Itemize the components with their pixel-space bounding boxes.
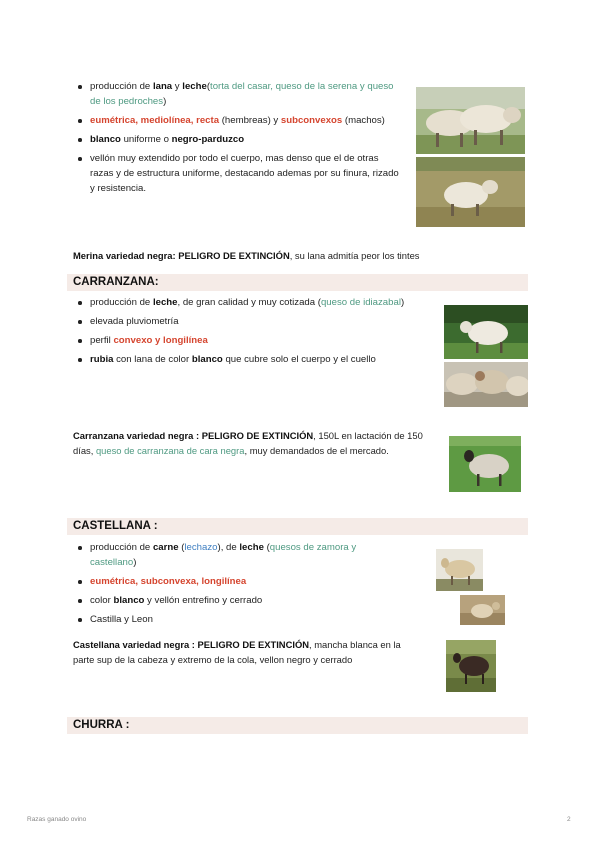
castellana-bullets (73, 540, 393, 631)
castellana-bullet-profile: eumétrica, subconvexa, longilínea (73, 574, 393, 589)
castellana-lechazo-link[interactable]: lechazo (184, 542, 218, 553)
carranzana-black-cheese-link[interactable]: queso de carranzana de cara negra (95, 445, 245, 456)
merina-bullet-color: blanco uniforme o negro-parduzco (73, 132, 403, 147)
merina-sheep-photo-2 (416, 157, 525, 227)
merina-black-variety: Merina variedad negra: PELIGRO DE EXTINCIÓN, su lana admitía peor los tintes (73, 250, 420, 261)
merina-cheese-link[interactable]: torta del casar, queso de la serena y queso de los pedroches (90, 81, 394, 107)
castellana-sheep-photo-1 (436, 549, 483, 591)
merina-bullets (73, 79, 403, 200)
carranzana-cheese-link[interactable]: queso de idiazabal (320, 297, 401, 308)
castellana-black-variety: Castellana variedad negra : PELIGRO DE EXTINCIÓN, mancha blanca en la parte sup de la cabeza y extremo de la cola, vellon negro y cerrado (73, 639, 401, 665)
carranzana-black-variety: Carranzana variedad negra : PELIGRO DE EXTINCIÓN, 150L en lactación de 150 días, queso de carranzana de cara negra, muy demandados de el mercado. (73, 430, 423, 456)
section-header-churra: CHURRA : (67, 717, 528, 734)
footer-document-title: Razas ganado ovino (27, 816, 87, 823)
carranzana-bullet-production: producción de leche, de gran calidad y muy cotizada (queso de idiazabal) (73, 295, 443, 310)
castellana-bullet-region: Castilla y Leon (73, 612, 393, 627)
castellana-cheese-link[interactable]: quesos de zamora y castellano (90, 542, 357, 568)
carranzana-bullet-color: rubia con lana de color blanco que cubre solo el cuerpo y el cuello (73, 352, 443, 367)
merina-bullet-fleece: vellón muy extendido por todo el cuerpo, mas denso que el de otras razas y de estructura uniforme, destacando ademas por su finura, rizado y resistencia. (73, 151, 403, 196)
castellana-bullet-production: producción de carne (lechazo), de leche (quesos de zamora y castellano) (73, 540, 393, 570)
carranzana-sheep-photo-2 (444, 362, 528, 407)
castellana-black-sheep-photo (446, 640, 496, 692)
carranzana-bullet-profile: perfil convexo y longilínea (73, 333, 443, 348)
castellana-bullet-color: color blanco y vellón entrefino y cerrado (73, 593, 393, 608)
merina-sheep-photo-1 (416, 87, 525, 154)
footer-page-number: 2 (567, 816, 571, 823)
carranzana-bullet-climate: elevada pluviometría (73, 314, 443, 329)
carranzana-bullets (73, 295, 443, 371)
section-header-castellana: CASTELLANA : (67, 518, 528, 535)
carranzana-sheep-photo-1 (444, 305, 528, 359)
section-header-carranzana: CARRANZANA: (67, 274, 528, 291)
merina-bullet-profile: eumétrica, mediolínea, recta (hembreas) y subconvexos (machos) (73, 113, 403, 128)
carranzana-black-sheep-photo (449, 436, 521, 492)
merina-bullet-production: producción de lana y leche(torta del casar, queso de la serena y queso de los pedroches) (73, 79, 403, 109)
castellana-sheep-photo-2 (460, 595, 505, 625)
